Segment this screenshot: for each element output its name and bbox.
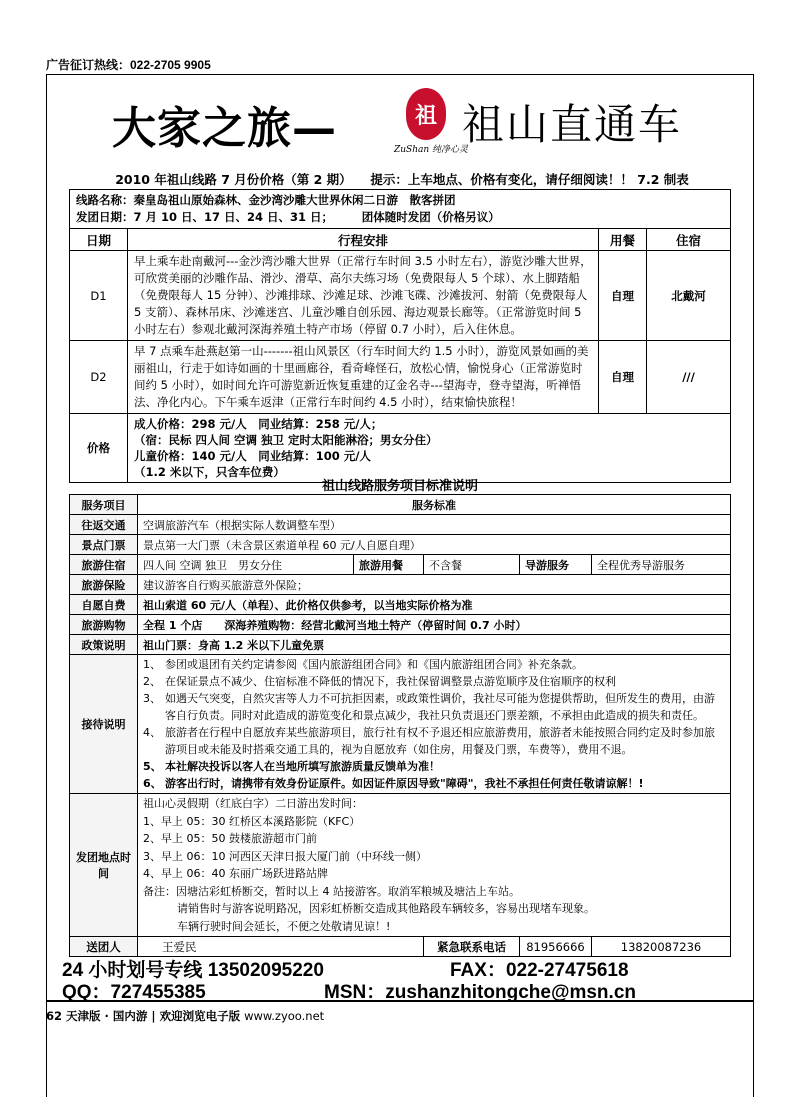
page-info: 62 天津版 · 国内游 | 欢迎浏览电子版: [46, 1009, 241, 1023]
lodging-note: （宿：民标 四人间 空调 独卫 定时太阳能淋浴；男女分住）: [134, 433, 438, 447]
insurance-label: 旅游保险: [70, 575, 138, 595]
selfpay-label: 自愿自费: [70, 595, 138, 615]
list-item: 6、 游客出行时，请携带有效身份证原件。如因证件原因导致"障碍"，我社不承担任何责任敬请谅解！!: [143, 777, 644, 790]
day-meal: 自理: [599, 341, 647, 414]
day-stay: ///: [647, 341, 731, 414]
adult-price: 成人价格：298 元/人 同业结算：258 元/人；: [134, 417, 383, 431]
meal-value: 不含餐: [424, 555, 520, 575]
ad-hotline: 广告征订热线：022-2705 9905: [46, 58, 211, 72]
page-footer: [46, 1008, 324, 1024]
price-label: 价格: [70, 414, 128, 483]
header-date: 日期: [70, 229, 128, 251]
transport-value: 空调旅游汽车（根据实际人数调整车型）: [138, 515, 731, 535]
route-name: 线路名称：秦皇岛祖山原始森林、金沙湾沙雕大世界休闲二日游 散客拼团: [76, 193, 456, 207]
header-schedule: 行程安排: [128, 229, 599, 251]
itinerary-table: [69, 189, 731, 483]
seal-char: 祖: [414, 102, 437, 129]
title-banner: [60, 82, 740, 160]
qq-contact: QQ：727455385: [62, 982, 206, 1003]
list-item: 请销售时与游客说明路况，因彩虹桥断交造成其他路段车辆较多，容易出现堵车现象。: [177, 902, 595, 915]
list-item: 4、 旅游者在行程中自愿放弃某些旅游项目，旅行社有权不予退还相应旅游费用，旅游者未能按照合同约定及时参加旅游项目或未能及时搭乘交通工具的，视为自愿放弃（如住房，用餐及门票，车费等），费用不退。: [143, 726, 715, 756]
escort-label: 送团人: [70, 937, 138, 957]
service-table: [69, 494, 731, 957]
emergency-phone-2: 13820087236: [592, 937, 731, 957]
guide-value: 全程优秀导游服务: [592, 555, 731, 575]
list-item: 备注：因塘沽彩虹桥断交，暂时以上 4 站接游客。取消军粮城及塘沽上车站。: [143, 884, 520, 898]
insurance-value: 建议游客自行购买旅游意外保险；: [138, 575, 731, 595]
footer-divider: [46, 1000, 754, 1002]
service-col-item: 服务项目: [70, 495, 138, 515]
list-item: 2、早上 05：50 鼓楼旅游超市门前: [143, 832, 317, 845]
policy-label: 政策说明: [70, 635, 138, 655]
msn-contact: MSN：zushanzhitongche@msn.cn: [324, 982, 636, 1003]
banner-right-title: 祖山直通车: [462, 100, 683, 149]
child-note: （1.2 米以下，只含车位费）: [134, 465, 285, 479]
list-item: 1、早上 05：30 红桥区本溪路影院（KFC）: [143, 814, 361, 828]
banner-left-title: 大家之旅—: [112, 103, 337, 154]
shopping-value: 全程 1 个店 深海养殖购物：经营北戴河当地土特产（停留时间 0.7 小时）: [138, 615, 731, 635]
seal-logo: [406, 88, 446, 140]
lodging-label: 旅游住宿: [70, 555, 138, 575]
departure-dates: 发团日期：7 月 10 日、17 日、24 日、31 日； 团体随时发团（价格另议）: [76, 210, 500, 224]
header-meal: 用餐: [599, 229, 647, 251]
list-item: 车辆行驶时间会延长，不便之处敬请见谅！!: [177, 919, 391, 933]
selfpay-value: 祖山索道 60 元/人（单程）、此价格仅供参考，以当地实际价格为准: [138, 595, 731, 615]
escort-name: 王爱民: [138, 937, 424, 957]
table-row: [70, 251, 731, 341]
logo-subtitle: ZuShan 纯净心灵: [394, 145, 469, 155]
route-info: [70, 190, 731, 229]
list-item: 1、 参团或退团有关约定请参阅《国内旅游组团合同》和《国内旅游组团合同》补充条款。: [143, 658, 583, 671]
policy-value: 祖山门票：身高 1.2 米以下儿童免票: [138, 635, 731, 655]
price-row: [70, 414, 731, 483]
terms-label: 接待说明: [70, 655, 138, 794]
shopping-label: 旅游购物: [70, 615, 138, 635]
table-row: [70, 341, 731, 414]
meal-label: 旅游用餐: [354, 555, 424, 575]
emergency-phone-1: 81956666: [520, 937, 592, 957]
price-details: [128, 414, 731, 483]
ticket-label: 景点门票: [70, 535, 138, 555]
day-description: 早 7 点乘车赴燕赵第一山-------祖山风景区（行车时间大约 1.5 小时），游览风景如画的美丽祖山，行走于如诗如画的十里画廊谷，看奇峰怪石，放松心情，愉悦身心（正常游览时间约 5 小时），如时间允许可游览新近恢复重建的辽金名寺---望海寺，登寺望海，听禅悟法、净化内心。下午乘车返津（正常行车时间约 4.5 小时），结束愉快旅程！: [128, 341, 599, 414]
day-meal: 自理: [599, 251, 647, 341]
day-stay: 北戴河: [647, 251, 731, 341]
list-item: 3、早上 06：10 河西区天津日报大厦门前（中环线一侧）: [143, 849, 427, 863]
service-title: 祖山线路服务项目标准说明: [321, 479, 478, 494]
fax-number: FAX：022-27475618: [450, 960, 629, 981]
price-header: 2010 年祖山线路 7 月份价格（第 2 期） 提示：上车地点、价格有变化，请仔细阅读！！ 7.2 制表: [115, 172, 689, 187]
day-label: D2: [70, 341, 128, 414]
header-stay: 住宿: [647, 229, 731, 251]
itinerary-header-row: [70, 229, 731, 251]
departure-label: 发团地点时间: [70, 794, 138, 937]
ticket-value: 景点第一大门票（未含景区索道单程 60 元/人自愿自理）: [138, 535, 731, 555]
service-col-standard: 服务标准: [138, 495, 731, 515]
child-price: 儿童价格：140 元/人 同业结算：100 元/人: [134, 449, 371, 463]
guide-label: 导游服务: [520, 555, 592, 575]
website-link[interactable]: www.zyoo.net: [244, 1009, 325, 1023]
list-item: 5、 本社解决投诉以客人在当地所填写旅游质量反馈单为准！: [143, 760, 440, 773]
day-description: 早上乘车赴南戴河---金沙湾沙雕大世界（正常行车时间 3.5 小时左右），游览沙雕大世界，可欣赏美丽的沙雕作品、滑沙、滑草、高尔夫练习场（免费限每人 5 个球）、水上脚踏船（免费限每人 15 分钟）、沙滩排球、沙滩足球、沙滩飞碟、沙滩拔河、射箭（免费限每人 5 支箭）、森林吊床、沙滩迷宫、儿童沙雕自创乐园、海边观景长廊等。（正常游览时间 5 小时左右）参观北戴河深海养殖土特产市场（停留 0.7 小时），后入住休息。: [128, 251, 599, 341]
list-item: 2、 在保证景点不减少、住宿标准不降低的情况下，我社保留调整景点游览顺序及住宿顺序的权利: [143, 675, 616, 688]
terms-list: [138, 655, 731, 794]
list-item: 祖山心灵假期（红底白字）二日游出发时间：: [143, 797, 363, 810]
day-label: D1: [70, 251, 128, 341]
list-item: 3、 如遇天气突变，自然灾害等人力不可抗拒因素，或政策性调价，我社尽可能为您提供帮助，但所发生的费用，由游客自行负责。同时对此造成的游览变化和景点减少，我社只负责退还门票差额，不承担由此造成的损失和责任。: [143, 692, 715, 722]
list-item: 4、早上 06：40 东丽广场跃进路站牌: [143, 867, 328, 880]
emergency-label: 紧急联系电话: [424, 937, 520, 957]
lodging-value: 四人间 空调 独卫 男女分住: [138, 555, 354, 575]
transport-label: 往返交通: [70, 515, 138, 535]
departure-list: [138, 794, 731, 937]
booking-hotline: 24 小时划号专线 13502095220: [62, 960, 324, 981]
